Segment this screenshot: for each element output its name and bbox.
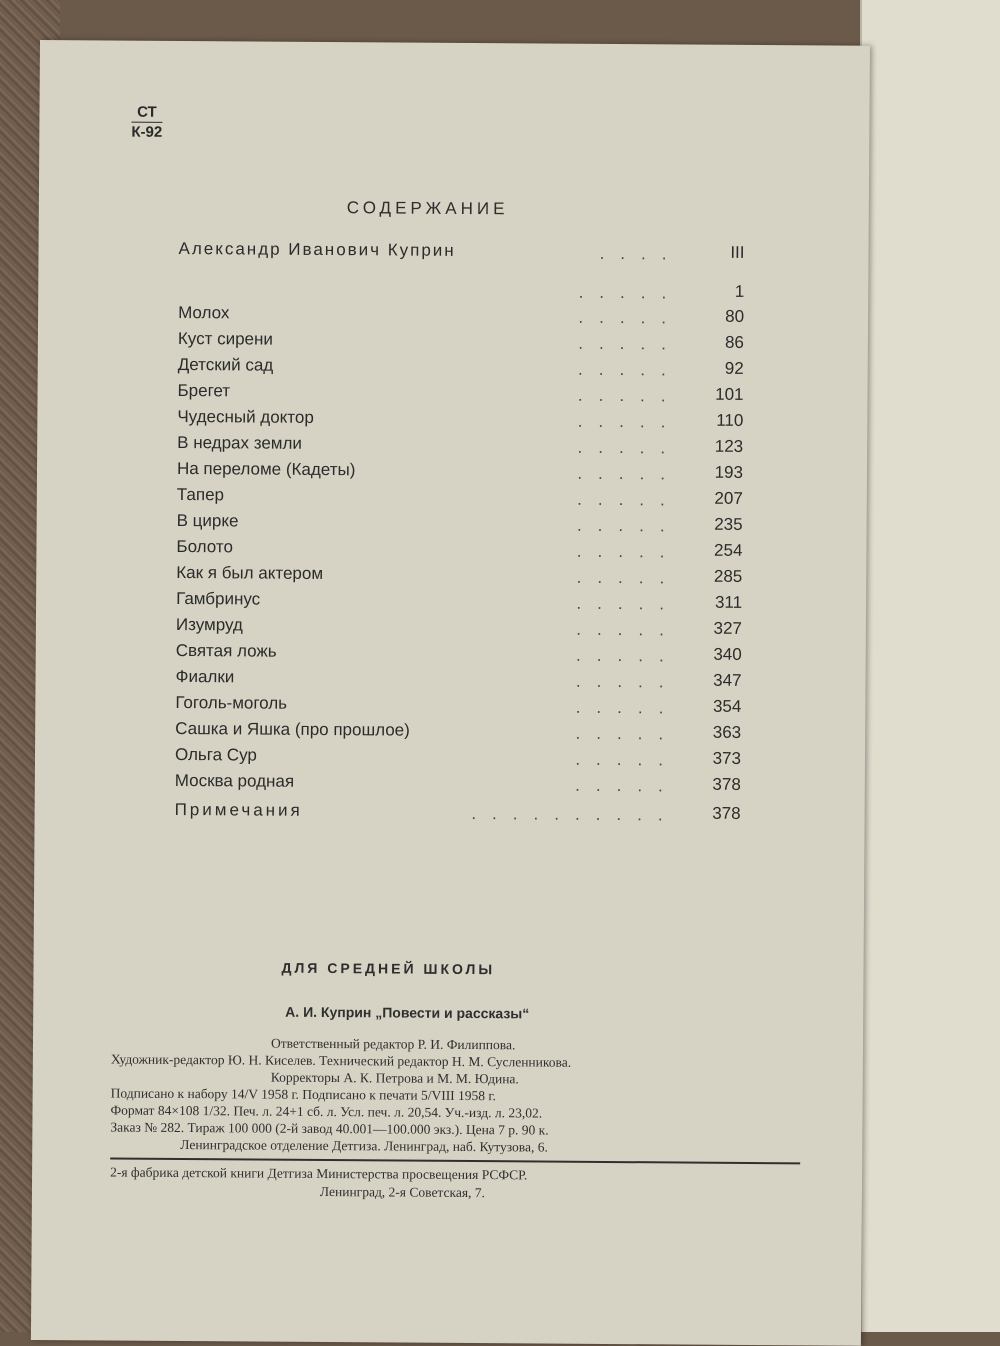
udc-bottom: К-92 — [131, 123, 163, 141]
toc-entry — [178, 239, 744, 269]
toc-entry-page: 327 — [713, 618, 742, 638]
toc-entry — [176, 641, 742, 671]
toc-entry — [175, 719, 741, 749]
imprint-line: Ответственный редактор Р. И. Филиппова. — [270, 1035, 516, 1053]
toc-entry-title: Брегет — [177, 380, 231, 401]
toc-entry — [178, 329, 744, 359]
toc-entry — [175, 771, 741, 801]
toc-entry — [177, 381, 743, 411]
toc-entry-title: Болото — [176, 536, 234, 557]
toc-leader-dots: .......... — [471, 804, 679, 825]
toc-entry-title: Молох — [178, 302, 230, 323]
toc-entry — [176, 537, 742, 567]
toc-entry-page: III — [730, 242, 745, 262]
toc-leader-dots: ..... — [578, 307, 683, 328]
toc-leader-dots: ..... — [576, 567, 681, 588]
toc-entry-page: 1 — [734, 281, 745, 301]
toc-leader-dots: ..... — [577, 411, 682, 432]
imprint-divider — [110, 1158, 800, 1165]
toc-entry-title: Примечания — [174, 799, 303, 820]
contents-heading: СОДЕРЖАНИЕ — [346, 198, 509, 219]
toc-entry-title: Гоголь-моголь — [175, 692, 288, 713]
imprint-line: Ленинградское отделение Детгиза. Ленинград, наб. Кутузова, 6. — [180, 1137, 548, 1155]
toc-entry-title: Москва родная — [174, 770, 295, 791]
toc-entry-title: Ольга Сур — [174, 744, 257, 765]
toc-leader-dots: ..... — [577, 437, 682, 458]
toc-leader-dots: ..... — [575, 671, 680, 692]
toc-entry-page: 347 — [713, 670, 742, 690]
toc-entry-page: 193 — [714, 462, 744, 482]
toc-entry-page: 311 — [714, 592, 743, 612]
toc-entry — [178, 355, 744, 385]
toc-entry — [178, 303, 744, 333]
toc-entry-page: 254 — [714, 540, 743, 560]
toc-entry — [175, 800, 741, 830]
toc-leader-dots: ..... — [575, 749, 680, 770]
toc-entry-page: 207 — [714, 488, 743, 508]
imprint-line: Ленинград, 2-я Советская, 7. — [319, 1183, 486, 1201]
toc-entry — [176, 589, 742, 619]
toc-leader-dots: ..... — [575, 775, 679, 796]
toc-entry-title: Как я был актером — [176, 562, 324, 583]
toc-leader-dots: ..... — [577, 463, 682, 484]
toc-entry-title: Святая ложь — [175, 640, 277, 661]
toc-entry — [177, 485, 743, 515]
toc-entry — [176, 563, 742, 593]
toc-entry-page: 123 — [714, 436, 744, 456]
toc-entry-page: 235 — [714, 514, 743, 534]
toc-entry-page: 378 — [712, 774, 741, 794]
toc-entry-page: 92 — [724, 358, 744, 378]
toc-entry-page: 340 — [713, 644, 742, 664]
toc-entry-title: Куст сирени — [177, 328, 273, 349]
imprint-line: Формат 84×108 1/32. Печ. л. 24+1 сб. л. Усл. печ. л. 20,54. Уч.-изд. л. 23,02. — [110, 1102, 543, 1121]
udc-top: СТ — [131, 103, 162, 123]
toc-entry — [177, 433, 743, 463]
toc-leader-dots: ..... — [576, 593, 681, 614]
toc-leader-dots: ..... — [575, 697, 680, 718]
toc-entry-title: В цирке — [176, 510, 239, 531]
toc-entry-title: Фиалки — [175, 666, 235, 687]
toc-leader-dots: ..... — [578, 359, 682, 380]
toc-entry-page: 80 — [725, 306, 745, 326]
series-title: ДЛЯ СРЕДНЕЙ ШКОЛЫ — [281, 959, 496, 978]
toc-entry — [177, 407, 743, 437]
imprint-book-title: А. И. Куприн „Повести и рассказы“ — [285, 1003, 530, 1022]
toc-leader-dots: ..... — [576, 645, 680, 666]
toc-entry-title: Сашка и Яшка (про прошлое) — [175, 718, 410, 740]
toc-leader-dots: .... — [599, 243, 683, 264]
imprint-line: Заказ № 282. Тираж 100 000 (2-й завод 40.001—100.000 экз.). Цена 7 р. 90 к. — [110, 1119, 549, 1138]
toc-entry — [176, 615, 742, 645]
imprint-line: 2-я фабрика детской книги Детгиза Министерства просвещения РСФСР. — [110, 1164, 528, 1183]
toc-entry — [177, 511, 743, 541]
toc-entry-page: 86 — [724, 332, 744, 352]
toc-leader-dots: ..... — [577, 489, 681, 510]
toc-entry-page: 378 — [712, 803, 741, 823]
toc-entry-title: В недрах земли — [177, 432, 303, 453]
toc-entry-page: 110 — [716, 410, 744, 430]
toc-entry — [175, 667, 741, 697]
toc-entry — [175, 745, 741, 775]
toc-leader-dots: ..... — [575, 723, 680, 744]
toc-entry-title: Александр Иванович Куприн — [178, 238, 456, 260]
toc-leader-dots: ..... — [576, 515, 681, 536]
facing-page — [860, 0, 1000, 1332]
toc-entry — [175, 693, 741, 723]
toc-entry-page: 373 — [712, 748, 742, 768]
toc-leader-dots: ..... — [578, 333, 682, 354]
imprint-line: Подписано к набору 14/V 1958 г. Подписано к печати 5/VIII 1958 г. — [110, 1085, 496, 1104]
toc-entry-title: Тапер — [176, 484, 225, 505]
toc-entry-page: 285 — [713, 566, 743, 586]
toc-entry-page: 363 — [712, 722, 742, 742]
toc-entry-title: Гамбринус — [176, 588, 261, 609]
udc-index — [131, 103, 162, 142]
toc-entry-title: На переломе (Кадеты) — [176, 458, 356, 480]
toc-leader-dots: ..... — [576, 541, 681, 562]
toc-entry-title: Чудесный доктор — [177, 406, 314, 427]
book-page — [31, 40, 870, 1346]
toc-entry — [177, 459, 743, 489]
toc-entry-page: 354 — [712, 696, 742, 716]
toc-entry-title: Изумруд — [175, 614, 243, 635]
imprint-line: Художник-редактор Ю. Н. Киселев. Технический редактор Н. М. Сусленникова. — [110, 1051, 572, 1070]
toc-leader-dots: ..... — [577, 385, 682, 406]
toc-entry-page: 101 — [715, 384, 744, 404]
toc-entry-title: Детский сад — [177, 354, 274, 375]
imprint-line: Корректоры А. К. Петрова и М. М. Юдина. — [270, 1069, 519, 1087]
toc-leader-dots: ..... — [576, 619, 680, 640]
toc-leader-dots: ..... — [578, 282, 683, 303]
